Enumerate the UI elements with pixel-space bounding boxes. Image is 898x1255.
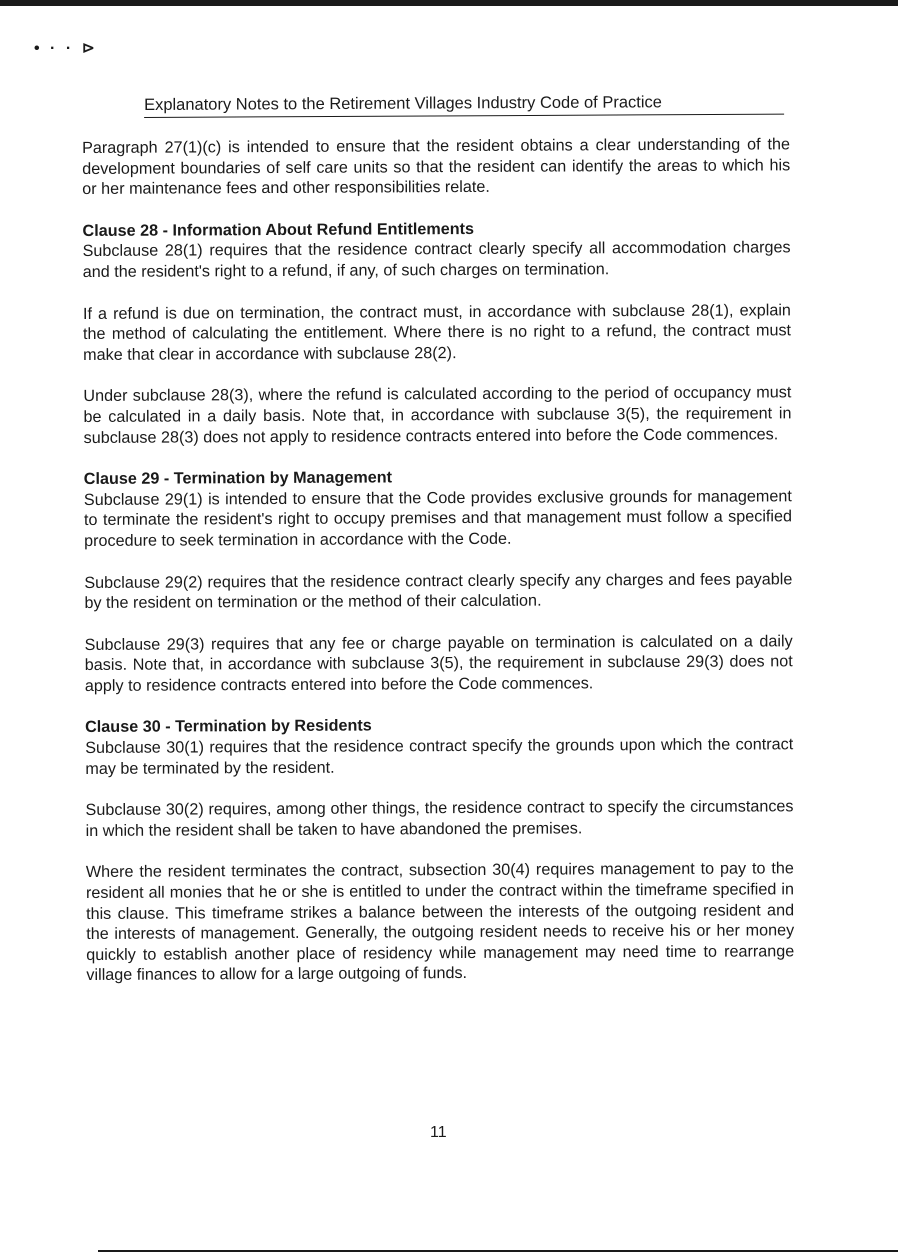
fax-transmission-mark: • · · ⊳ bbox=[34, 40, 98, 57]
scan-bottom-border bbox=[98, 1250, 898, 1252]
scan-top-border bbox=[0, 0, 898, 6]
running-header-title: Explanatory Notes to the Retirement Villages Industry Code of Practice bbox=[144, 93, 784, 118]
intro-paragraph: Paragraph 27(1)(c) is intended to ensure that the resident obtains a clear understanding of the development boundaries of self care units so that the resident can identify the areas to which his or her maintenance fees and other responsibilities relate. bbox=[82, 135, 791, 199]
body-paragraph: Subclause 30(1) requires that the residence contract specify the grounds upon which the contract may be terminated by the resident. bbox=[85, 735, 794, 778]
body-paragraph: Subclause 30(2) requires, among other things, the residence contract to specify the circumstances in which the resident shall be taken to have abandoned the premises. bbox=[85, 797, 794, 840]
page-number: 11 bbox=[430, 1124, 447, 1141]
body-paragraph: Subclause 29(3) requires that any fee or charge payable on termination is calculated on a daily basis. Note that, in accordance with subclause 3(5), the requirement in subclause 29(3) does not apply to residence contracts entered into before the Code commences. bbox=[84, 631, 793, 695]
section-heading: Clause 28 - Information About Refund Entitlements bbox=[82, 219, 475, 240]
body-paragraph: Where the resident terminates the contract, subsection 30(4) requires management to pay to the resident all monies that he or she is entitled to under the contract within the timeframe specified in this clause. This timeframe strikes a balance between the interests of the outgoing resident and the interests of management. Generally, the outgoing resident needs to receive his or her money quickly to establish another place of residency while management may need time to rearrange village finances to allow for a large outgoing of funds. bbox=[85, 859, 795, 985]
document-body bbox=[82, 134, 795, 1007]
body-paragraph: Subclause 29(1) is intended to ensure that the Code provides exclusive grounds for management to terminate the resident's right to occupy premises and that management must follow a specified procedure to seek termination in accordance with the Code. bbox=[83, 487, 793, 550]
body-paragraph: Subclause 29(2) requires that the residence contract clearly specify any charges and fees payable by the resident on termination or the method of their calculation. bbox=[84, 569, 793, 613]
body-paragraph: Subclause 28(1) requires that the residence contract clearly specify all accommodation charges and the resident's right to a refund, if any, of such charges on termination. bbox=[82, 238, 791, 281]
section-heading: Clause 29 - Termination by Management bbox=[83, 468, 393, 489]
body-paragraph: If a refund is due on termination, the contract must, in accordance with subclause 28(1), explain the method of calculating the entitlement. Where there is no right to a refund, the contract must make that clear in accordance with subclause 28(2). bbox=[82, 300, 792, 364]
section-clause-28 bbox=[82, 217, 791, 448]
section-clause-29 bbox=[84, 465, 793, 696]
body-paragraph: Under subclause 28(3), where the refund is calculated according to the period of occupancy must be calculated in a daily basis. Note that, in accordance with subclause 3(5), the requirement in subclause 28(3) does not apply to residence contracts entered into before the Code commences. bbox=[83, 383, 792, 447]
section-clause-30 bbox=[85, 714, 794, 986]
section-heading: Clause 30 - Termination by Residents bbox=[85, 716, 372, 737]
